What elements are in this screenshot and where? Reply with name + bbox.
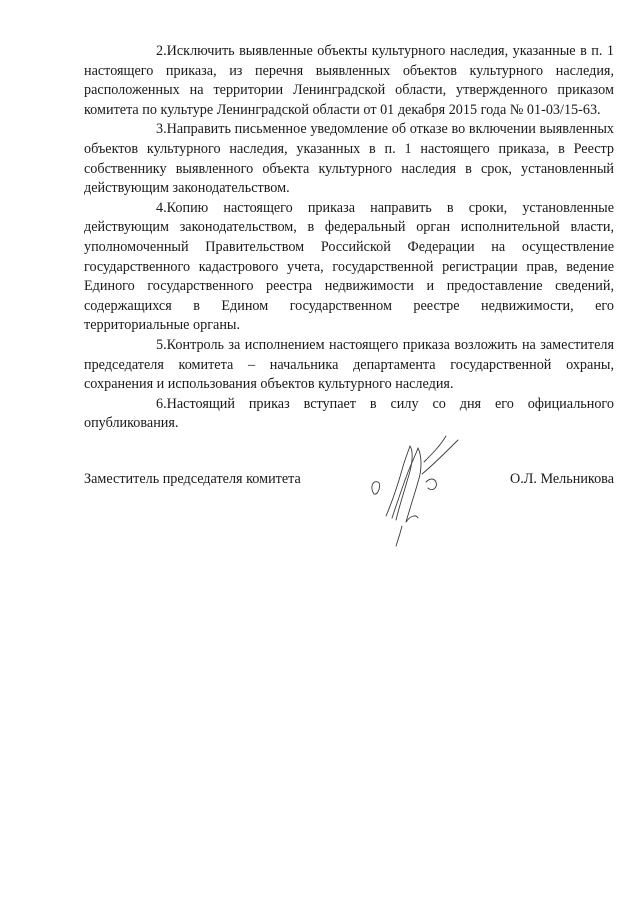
signatory-name: О.Л. Мельникова bbox=[509, 471, 614, 487]
paragraph-6 bbox=[84, 395, 614, 434]
signature-block bbox=[84, 470, 614, 500]
paragraph-number: 3. bbox=[156, 121, 167, 138]
paragraph-2 bbox=[84, 42, 614, 120]
paragraph-number: 2. bbox=[156, 43, 167, 59]
paragraph-5 bbox=[84, 336, 614, 395]
paragraph-4 bbox=[84, 199, 614, 336]
paragraph-text: Контроль за исполнением настоящего приказа возложить на заместителя председателя комитета – начальника департамента государственной охраны, сохранения и использования объектов культурного наследия. bbox=[84, 336, 614, 393]
paragraph-number: 5. bbox=[156, 336, 167, 353]
paragraph-text: Настоящий приказ вступает в силу со дня его официального опубликования. bbox=[84, 395, 614, 432]
paragraph-text: Исключить выявленные объекты культурного наследия, указанные в п. 1 настоящего приказа, из перечня выявленных объектов культурного наследия, расположенных на территории Ленинградской области, утвержденного приказом комитета по культуре Ленинградской области от 01 декабря 2015 года № 01-03/15-63. bbox=[84, 43, 614, 118]
paragraph-number: 4. bbox=[156, 199, 167, 216]
paragraph-3 bbox=[84, 120, 614, 198]
paragraph-text: Направить письменное уведомление об отказе во включении выявленных объектов культурного наследия, указанных в п. 1 настоящего приказа, в Реестр собственнику выявленного объекта культурного наследия в срок, установленный действующим законодательством. bbox=[84, 121, 614, 197]
order-body bbox=[84, 42, 614, 434]
paragraph-number: 6. bbox=[156, 395, 167, 412]
signatory-title: Заместитель председателя комитета bbox=[84, 471, 301, 487]
paragraph-text: Копию настоящего приказа направить в сроки, установленные действующим законодательством, в федеральный орган исполнительной власти, уполномоченный Правительством Российской Федерации на осуществление государственного кадастрового учета, государственной регистрации прав, ведение Единого государственного реестра недвижимости и предоставление сведений, содержащихся в Едином государственном реестре недвижимости, его территориальные органы. bbox=[84, 199, 614, 334]
